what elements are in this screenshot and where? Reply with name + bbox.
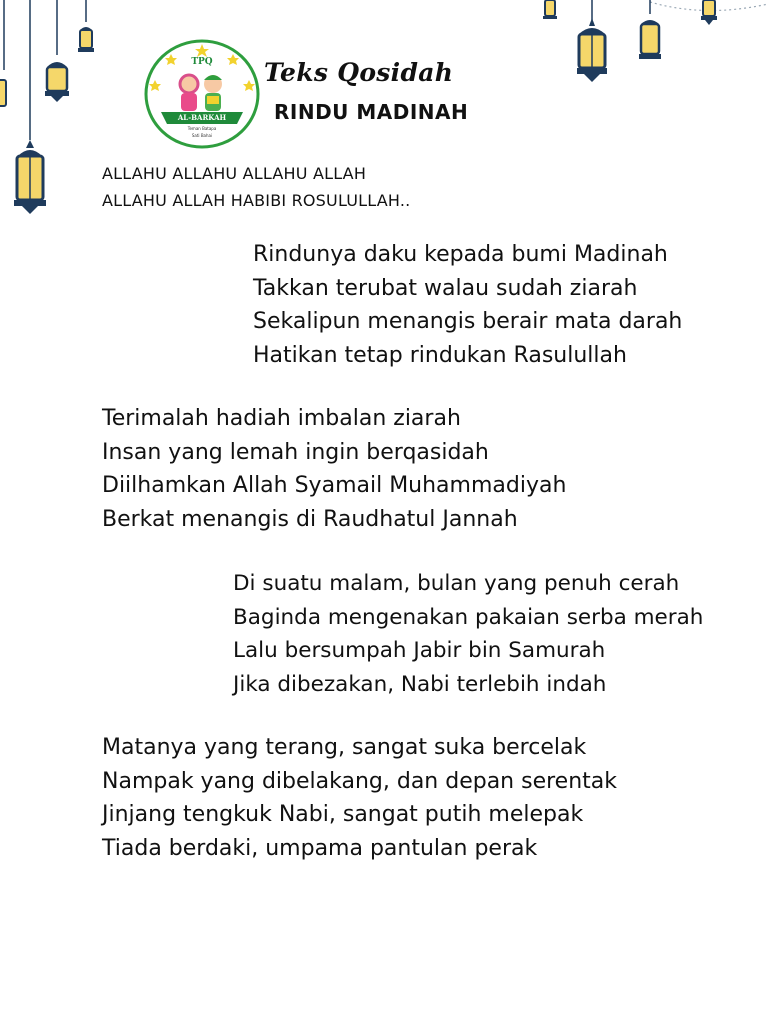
chorus-line: ALLAHU ALLAH HABIBI ROSULULLAH.. bbox=[102, 191, 411, 210]
verse-line: Matanya yang terang, sangat suka bercelak bbox=[102, 735, 587, 760]
chorus bbox=[102, 160, 410, 214]
hanging-lantern-icon bbox=[530, 0, 768, 90]
verse-line: Jika dibezakan, Nabi terlebih indah bbox=[233, 672, 607, 698]
logo-tagline: Teman Batapa bbox=[187, 126, 217, 131]
verse-line: Jinjang tengkuk Nabi, sangat putih melepak bbox=[102, 802, 584, 828]
verse-line: Hatikan tetap rindukan Rasulullah bbox=[253, 343, 627, 369]
logo-location: Sati Bahai bbox=[191, 133, 213, 138]
verse-line: Rindunya daku kepada bumi Madinah bbox=[253, 242, 668, 267]
tpq-logo bbox=[143, 38, 261, 150]
verse-line: Tiada berdaki, umpama pantulan perak bbox=[102, 836, 538, 862]
verse-line: Di suatu malam, bulan yang penuh cerah bbox=[233, 571, 680, 596]
logo-name: AL-BARKAH bbox=[177, 113, 227, 122]
hanging-lantern-icon bbox=[0, 0, 110, 220]
stanza-3 bbox=[233, 567, 703, 702]
verse-line: Berkat menangis di Raudhatul Jannah bbox=[102, 507, 518, 533]
verse-line: Nampak yang dibelakang, dan depan serentak bbox=[102, 768, 618, 794]
logo-top-text: TPQ bbox=[191, 57, 213, 67]
verse-line: Baginda mengenakan pakaian serba merah bbox=[233, 604, 704, 630]
stanza-4 bbox=[102, 731, 617, 866]
verse-line: Sekalipun menangis berair mata darah bbox=[253, 309, 683, 335]
song-title: RINDU MADINAH bbox=[274, 100, 469, 124]
stanza-2 bbox=[102, 402, 566, 537]
verse-line: Terimalah hadiah imbalan ziarah bbox=[102, 406, 461, 431]
verse-line: Takkan terubat walau sudah ziarah bbox=[253, 275, 638, 301]
verse-line: Insan yang lemah ingin berqasidah bbox=[102, 439, 489, 465]
chorus-line: ALLAHU ALLAHU ALLAHU ALLAH bbox=[102, 164, 367, 183]
verse-line: Lalu bersumpah Jabir bin Samurah bbox=[233, 638, 606, 664]
stanza-1 bbox=[253, 238, 682, 373]
script-title: Teks Qosidah bbox=[264, 58, 454, 87]
verse-line: Diilhamkan Allah Syamail Muhammadiyah bbox=[102, 473, 567, 499]
